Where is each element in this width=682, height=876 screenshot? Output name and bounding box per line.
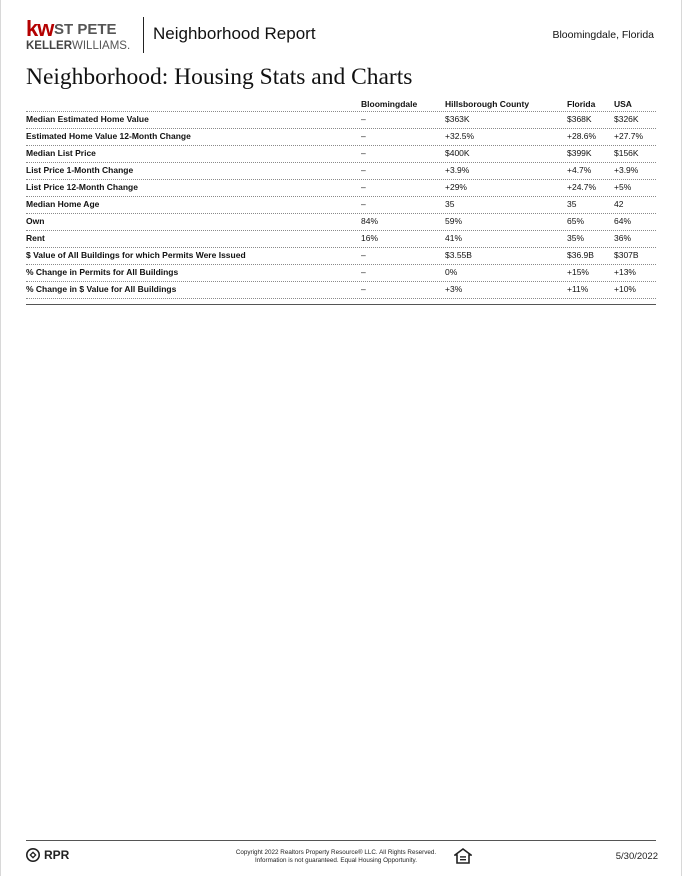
row-value-bloomingdale: 16% — [361, 233, 379, 243]
column-header-hillsborough: Hillsborough County — [445, 99, 530, 109]
table-row — [26, 264, 656, 281]
row-label: List Price 1-Month Change — [26, 165, 134, 175]
row-value-florida: 35% — [567, 233, 585, 243]
row-value-hillsborough: $3.55B — [445, 250, 472, 260]
row-value-bloomingdale: – — [361, 131, 366, 141]
row-value-usa: 42 — [614, 199, 624, 209]
row-label: List Price 12-Month Change — [26, 182, 138, 192]
rpr-logo-icon — [26, 848, 40, 862]
row-label: % Change in $ Value for All Buildings — [26, 284, 177, 294]
row-value-florida: $399K — [567, 148, 592, 158]
page-title: Neighborhood: Housing Stats and Charts — [26, 64, 413, 90]
row-label: Own — [26, 216, 45, 226]
row-value-hillsborough: $363K — [445, 114, 470, 124]
row-value-usa: $156K — [614, 148, 639, 158]
row-value-hillsborough: +32.5% — [445, 131, 475, 141]
row-value-florida: +28.6% — [567, 131, 597, 141]
row-value-bloomingdale: – — [361, 114, 366, 124]
table-row — [26, 162, 656, 179]
row-value-usa: $307B — [614, 250, 639, 260]
row-value-bloomingdale: – — [361, 165, 366, 175]
row-label: % Change in Permits for All Buildings — [26, 267, 179, 277]
table-row — [26, 128, 656, 145]
logo-keller: KELLER — [26, 40, 72, 52]
row-value-bloomingdale: – — [361, 250, 366, 260]
column-header-usa: USA — [614, 99, 632, 109]
row-value-bloomingdale: – — [361, 182, 366, 192]
row-value-usa: +3.9% — [614, 165, 639, 175]
row-value-florida: 65% — [567, 216, 585, 226]
logo-st-pete: ST PETE — [54, 21, 117, 38]
copyright-line-1: Copyright 2022 Realtors Property Resource® LLC. All Rights Reserved. — [235, 849, 437, 856]
table-row — [26, 213, 656, 230]
table-row — [26, 196, 656, 213]
row-value-bloomingdale: 84% — [361, 216, 379, 226]
row-value-bloomingdale: – — [361, 199, 366, 209]
row-value-florida: $368K — [567, 114, 592, 124]
row-value-hillsborough: 0% — [445, 267, 458, 277]
row-value-hillsborough: 35 — [445, 199, 455, 209]
report-date: 5/30/2022 — [615, 851, 658, 862]
column-header-florida: Florida — [567, 99, 596, 109]
rpr-label: RPR — [44, 848, 70, 862]
table-row — [26, 281, 656, 299]
row-value-usa: 36% — [614, 233, 632, 243]
row-value-usa: +27.7% — [614, 131, 644, 141]
table-row — [26, 111, 656, 128]
row-label: $ Value of All Buildings for which Permits Were Issued — [26, 250, 246, 260]
table-header-row — [26, 97, 656, 111]
page-border-left — [0, 0, 1, 876]
table-row — [26, 179, 656, 196]
row-value-usa: +10% — [614, 284, 636, 294]
housing-stats-table — [26, 97, 656, 299]
row-value-bloomingdale: – — [361, 148, 366, 158]
row-value-florida: +11% — [567, 284, 589, 294]
table-row — [26, 230, 656, 247]
row-value-hillsborough: 59% — [445, 216, 463, 226]
row-value-usa: +5% — [614, 182, 632, 192]
logo-kw-mark: kw — [26, 16, 54, 41]
copyright-line-2: Information is not guaranteed. Equal Housing Opportunity. — [255, 856, 417, 864]
row-value-florida: +15% — [567, 267, 589, 277]
row-value-hillsborough: $400K — [445, 148, 470, 158]
logo-keller-williams — [26, 39, 130, 53]
row-value-usa: 64% — [614, 216, 632, 226]
table-row — [26, 247, 656, 264]
row-value-florida: $36.9B — [567, 250, 594, 260]
row-label: Median List Price — [26, 148, 96, 158]
row-value-florida: +24.7% — [567, 182, 597, 192]
table-bottom-rule — [26, 304, 656, 305]
row-value-usa: $326K — [614, 114, 639, 124]
row-label: Rent — [26, 233, 45, 243]
report-location: Bloomingdale, Florida — [552, 29, 654, 41]
header-divider — [143, 17, 144, 53]
row-value-bloomingdale: – — [361, 267, 366, 277]
row-value-florida: 35 — [567, 199, 577, 209]
row-value-usa: +13% — [614, 267, 636, 277]
report-header — [26, 17, 656, 57]
report-title: Neighborhood Report — [153, 24, 316, 43]
row-value-hillsborough: 41% — [445, 233, 463, 243]
kw-st-pete-logo — [26, 17, 136, 57]
column-header-bloomingdale: Bloomingdale — [361, 99, 418, 109]
row-value-bloomingdale: – — [361, 284, 366, 294]
copyright-notice — [216, 849, 456, 864]
equal-housing-icon — [454, 848, 472, 864]
row-value-hillsborough: +29% — [445, 182, 467, 192]
row-label: Median Home Age — [26, 199, 100, 209]
row-value-hillsborough: +3.9% — [445, 165, 470, 175]
footer-rule — [26, 840, 656, 841]
table-body — [26, 111, 656, 299]
row-value-florida: +4.7% — [567, 165, 592, 175]
logo-williams: WILLIAMS. — [72, 40, 131, 52]
table-row — [26, 145, 656, 162]
row-label: Estimated Home Value 12-Month Change — [26, 131, 191, 141]
row-value-hillsborough: +3% — [445, 284, 463, 294]
row-label: Median Estimated Home Value — [26, 114, 149, 124]
